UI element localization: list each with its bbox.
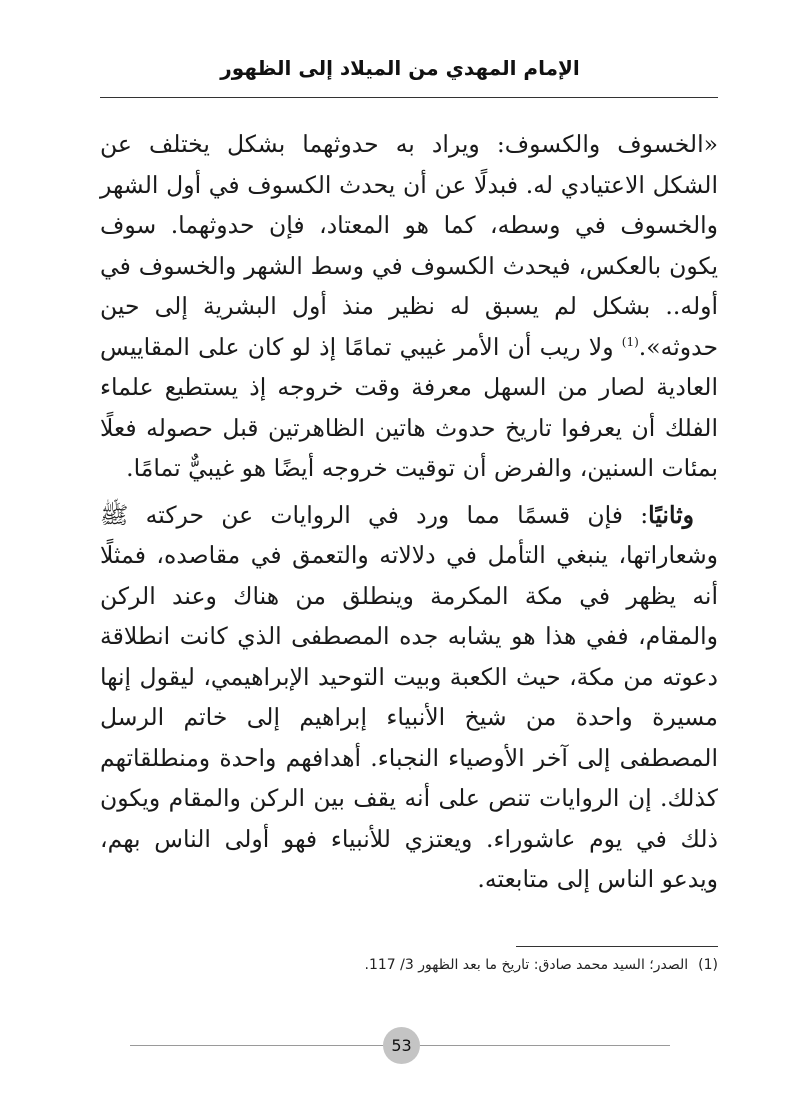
footnote-reference[interactable]: (1) bbox=[621, 334, 639, 349]
paragraph-1-continuation: ولا ريب أن الأمر غيبي تمامًا إذ لو كان على المقاييس العادية لصار من السهل معرفة وقت خروجه إذ يستطيع علماء الفلك أن يعرفوا تاريخ حدوث هاتين الظاهرتين قبل حصوله فعلًا بمئات السنين، والفرض أن توقيت خروجه أيضًا هو غيبيٌّ تمامًا. bbox=[100, 332, 718, 482]
paragraph-2-lead: وثانيًا bbox=[648, 500, 694, 529]
paragraph-2-text: : فإن قسمًا مما ورد في الروايات عن حركته ﷺ وشعاراتها، ينبغي التأمل في دلالاته والتعمق في مقاصده، فمثلًا أنه يظهر في مكة المكرمة وينطلق من هناك وعند الركن والمقام، ففي هذا هو يشابه جده المصطفى الذي كانت انطلاقة دعوته من مكة، حيث الكعبة وبيت التوحيد الإبراهيمي، ليقول إنها مسيرة واحدة من شيخ الأنبياء إبراهيم إلى خاتم الرسل المصطفى إلى آخر الأوصياء النجباء. أهدافهم واحدة ومنطلقاتهم كذلك. إن الروايات تنص على أنه يقف بين الركن والمقام ويكون ذلك في يوم عاشوراء. ويعتزي للأنبياء فهو أولى الناس بهم، ويدعو الناس إلى متابعته. bbox=[100, 500, 718, 893]
footnote-rule bbox=[516, 946, 718, 947]
paragraph-1-quote: «الخسوف والكسوف: ويراد به حدوثهما بشكل يختلف عن الشكل الاعتيادي له. فبدلًا عن أن يحدث الكسوف في أول الشهر والخسوف في وسطه، كما هو المعتاد، فإن حدوثهما. سوف يكون بالعكس، فيحدث الكسوف في وسط الشهر والخسوف في أوله.. بشكل لم يسبق له نظير منذ أول البشرية إلى حين حدوثه». bbox=[100, 130, 718, 361]
paragraph-1 bbox=[100, 124, 718, 489]
page-number-badge: 53 bbox=[383, 1027, 420, 1064]
footnote-text: الصدر؛ السيد محمد صادق: تاريخ ما بعد الظهور 3/ 117. bbox=[364, 957, 689, 973]
footnote-number: (1) bbox=[698, 957, 718, 973]
paragraph-2 bbox=[100, 495, 718, 900]
page-body bbox=[100, 124, 718, 900]
running-header-title: الإمام المهدي من الميلاد إلى الظهور bbox=[220, 56, 580, 80]
header-rule bbox=[100, 97, 718, 98]
footer-line-right bbox=[420, 1045, 670, 1046]
footer-line-left bbox=[130, 1045, 383, 1046]
footnote bbox=[100, 957, 718, 973]
